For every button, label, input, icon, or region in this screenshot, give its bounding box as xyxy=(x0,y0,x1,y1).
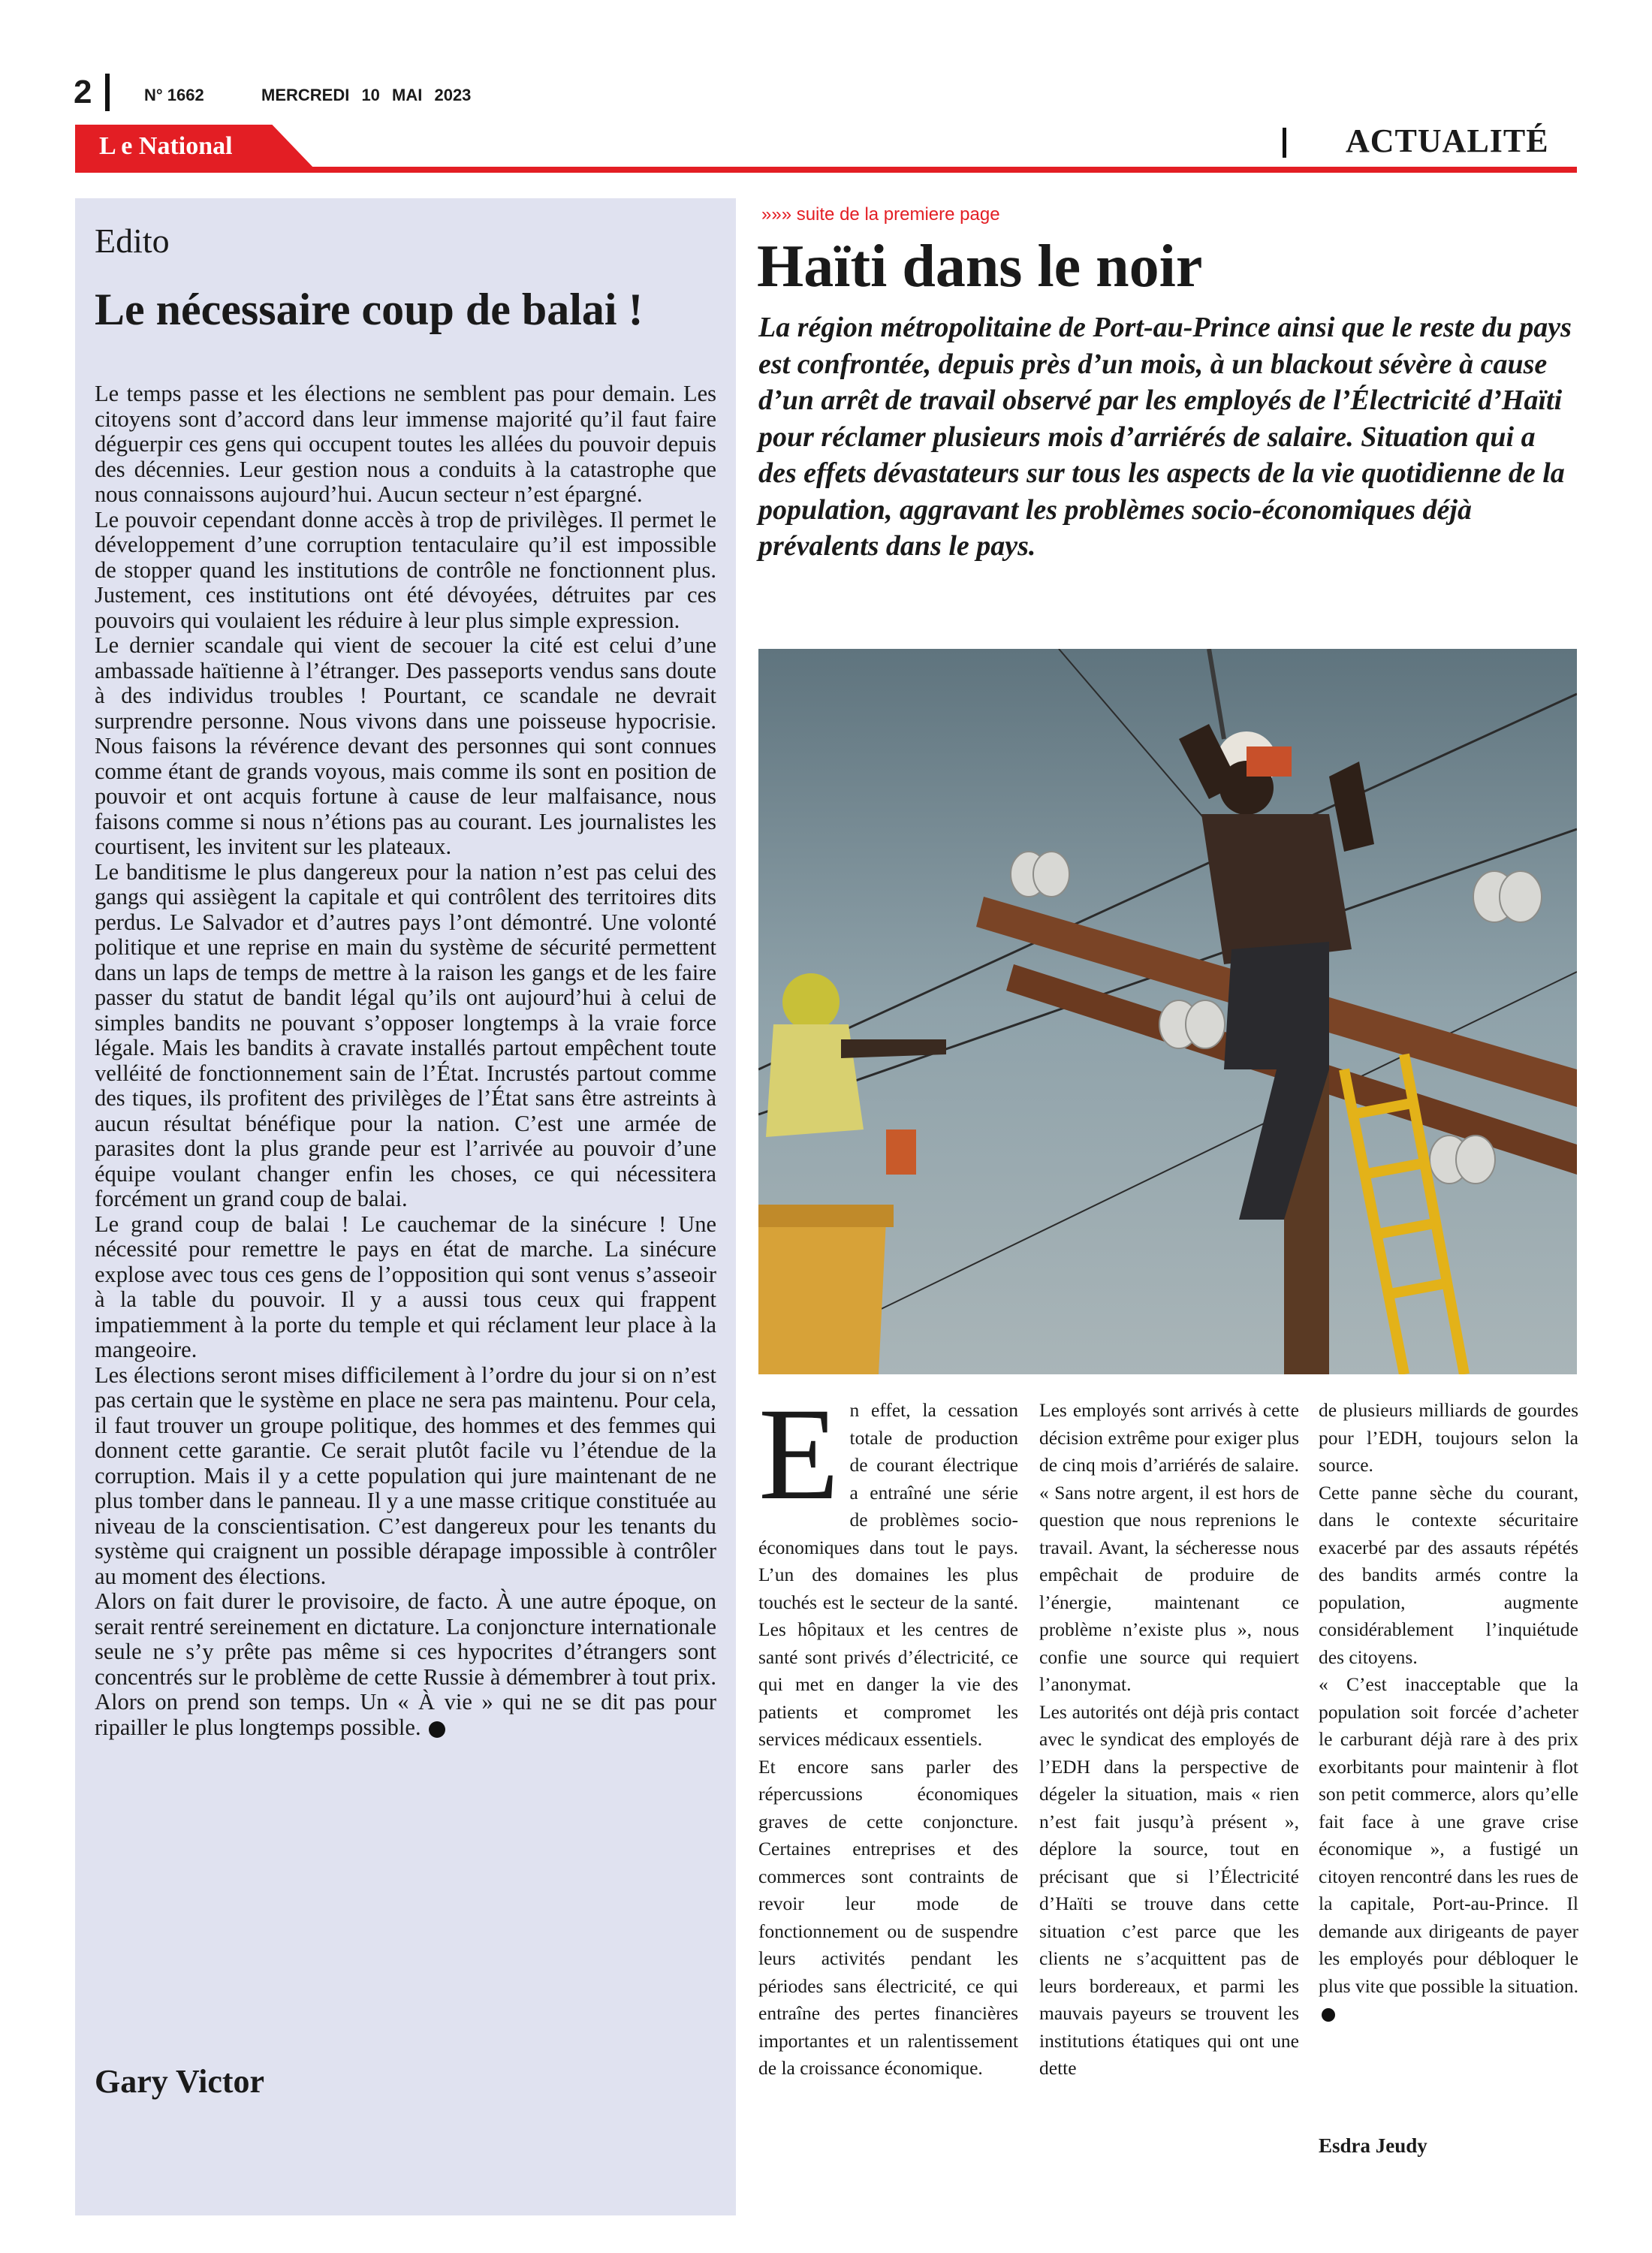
article-column-3 xyxy=(1319,1397,1578,2028)
issue-date: MERCREDI 10 MAI 2023 xyxy=(261,86,472,104)
edito-paragraph-text: Alors on fait durer le provisoire, de facto. À une autre époque, on serait rentré sereinement en dictature. La conjoncture internationale seule ne s’y prête pas même si ces hypocrites d’étrangers sont concentrés sur le problème de cette Russie à démembrer à tout prix. Alors on prend son temps. Un « À vie » qui ne se dit pas pour ripailler le plus longtemps possible. xyxy=(95,1588,716,1740)
article-paragraph: Les autorités ont déjà pris contact avec le syndicat des employés de l’EDH dans la perspective de dégeler la situation, mais « rien n’est fait jusqu’à présent », déplore la source, tout en précisant que si l’Électricité d’Haïti se trouve dans cette situation c’est parce que les clients ne s’acquittent pas de leurs bordereaux, et parmi les mauvais payeurs se trouvent les institutions étatiques qui ont une dette xyxy=(1039,1700,1299,2079)
article-photo xyxy=(758,649,1577,1374)
article-paragraph: Et encore sans parler des répercussions économiques graves de cette conjoncture. Certaines entreprises et des commerces sont contraints de revoir leur mode de fonctionnement ou de suspendre leurs activités pendant les périodes sans électricité, ce qui entraîne des pertes financières importantes et un ralentissement de la croissance économique. xyxy=(758,1755,1018,2079)
edito-body xyxy=(95,382,716,1740)
section-title: ACTUALITÉ xyxy=(1346,122,1549,159)
edito-paragraph: Le pouvoir cependant donne accès à trop de privilèges. Il permet le développement d’une corruption tentaculaire qu’il est impossible de stopper quand les institutions de contrôle ne fonctionnent plus. Justement, ces institutions ont été dévoyées, détruites par ces pouvoirs qui voulaient les réduire à leur plus simple expression. xyxy=(95,506,716,633)
edito-paragraph: Le temps passe et les élections ne semblent pas pour demain. Les citoyens sont d’accord dans leur immense majorité qu’il faut faire déguerpir ces gens qui occupent toutes les allées du pouvoir depuis des décennies. Leur gestion nous a conduits à la catastrophe que nous connaissons aujourd’hui. Aucun secteur n’est épargné. xyxy=(95,381,716,507)
section-divider xyxy=(1283,128,1286,158)
edito-paragraph: Le banditisme le plus dangereux pour la nation n’est pas celui des gangs qui assiègent la capitale et qui contrôlent des territoires dits perdus. Le Salvador et d’autres pays l’ont démontré. Une volonté politique et une reprise en main du système de sécurité permettent dans un laps de temps de mettre à la raison les gangs et de les faire passer du statut de bandit légal qu’ils ont aujourd’hui à celui de simples bandits ne pouvant s’opposer longtemps à la vraie force légale. Mais les bandits à cravate installés partout empêchent toute velléité de fonctionnement sain de l’État. Incrustés partout comme des tiques, ils profitent des privilèges de l’État sans être astreints à aucun résultat bénéfique pour la nation. C’est une armée de parasites dont la plus grande peur est l’arrivée au pouvoir d’une équipe voulant changer enfin les choses, ce qui nécessitera forcément un grand coup de balai. xyxy=(95,858,716,1211)
issue-number: N° 1662 xyxy=(144,86,204,104)
edito-paragraph: Les élections seront mises difficilement à l’ordre du jour si on n’est pas certain que le système en place ne sera pas maintenu. Pour cela, il faut trouver un groupe politique, des hommes et des femmes qui donnent cette garantie. Ce serait plutôt facile vu l’étendue de la corruption. Mais il y a cette population qui jure maintenant de ne plus tomber dans le panneau. Il y a une masse critique constituée au niveau de la conscientisation. C’est dangereux pour les tenants du système qui craignent un possible dérapage impossible à contrôler au moment des élections. xyxy=(95,1362,716,1589)
edito-paragraph: Le grand coup de balai ! Le cauchemar de la sinécure ! Une nécessité pour remettre le pays en état de marche. La sinécure explose avec tous ces gens de l’opposition qui sont venus s’asseoir à la table du pouvoir. Il y a aussi tous ceux qui frappent impatiemment à la porte du temple et qui réclament leur place à la mangeoire. xyxy=(95,1211,716,1362)
article-column-2 xyxy=(1039,1397,1299,2083)
end-mark-icon xyxy=(1322,2008,1335,2022)
article-column-1 xyxy=(758,1381,1018,2083)
article-paragraph: de plusieurs milliards de gourdes pour l’EDH, toujours selon la source. xyxy=(1319,1399,1578,1476)
page-number: 2 xyxy=(74,74,92,110)
article-title: Haïti dans le noir xyxy=(757,234,1203,300)
edito-kicker: Edito xyxy=(95,222,170,260)
article-text: « C’est inacceptable que la population soit forcée d’acheter le carburant déjà rare à des prix exorbitants pour maintenir à flot son petit commerce, alors qu’elle fait face à une grave crise économique », a fustigé un citoyen rencontré dans les rues de la capitale, Port-au-Prince. Il demande aux dirigeants de payer les employés pour débloquer le plus vite que possible la situation. xyxy=(1319,1673,1578,1997)
article-paragraph: Cette panne sèche du courant, dans le contexte sécuritaire exacerbé par des assauts répétés des bandits armés contre la population, augmente considérablement l’inquiétude des citoyens. xyxy=(1319,1481,1578,1668)
article-paragraph: Les employés sont arrivés à cette décision extrême pour exiger plus de cinq mois d’arriérés de salaire. « Sans notre argent, il est hors de question que nous reprenions le travail. Avant, la sécheresse nous empêchait de produire de l’énergie, maintenant ce problème n’existe plus », nous confie une source qui requiert l’anonymat. xyxy=(1039,1399,1299,1695)
end-mark-icon xyxy=(429,1721,445,1738)
edito-paragraph: Le dernier scandale qui vient de secouer la cité est celui d’une ambassade haïtienne à l’étranger. Des passeports vendus sans doute à des individus troubles ! Pourtant, ce scandale ne devrait surprendre personne. Nous vivons dans une poisseuse hypocrisie. Nous faisons la révérence devant des personnes qui sont connues comme étant de grands voyous, mais comme ils sont en position de pouvoir et ont acquis fortune à cause de leur malfaisance, nous faisons comme si nous n’étions pas au courant. Les journalistes les courtisent, les invitent sur les plateaux. xyxy=(95,632,716,859)
edito-paragraph-last xyxy=(95,1589,716,1740)
continued-kicker: »»» suite de la premiere page xyxy=(761,204,1000,225)
drop-cap: E xyxy=(758,1381,840,1528)
article-paragraph xyxy=(758,1381,1018,1754)
header-rule xyxy=(75,167,1577,173)
newspaper-logo: L e National xyxy=(99,132,233,160)
article-standfirst: La région métropolitaine de Port-au-Prince ainsi que le reste du pays est confrontée, depuis près d’un mois, à un blackout sévère à cause d’un arrêt de travail observé par les employés de l’Électricité d’Haïti pour réclamer plusieurs mois d’arriérés de salaire. Situation qui a des effets dévastateurs sur tous les aspects de la vie quotidienne de la population, aggravant les problèmes socio-économiques déjà prévalents dans le pays. xyxy=(758,312,1572,562)
article-paragraph-last xyxy=(1319,1671,1578,2028)
header-divider xyxy=(105,74,110,111)
edito-title: Le nécessaire coup de balai ! xyxy=(95,285,644,334)
edito-author: Gary Victor xyxy=(95,2063,265,2100)
article-text: n effet, la cessation totale de production de courant électrique a entraîné une série de problèmes socio-économiques dans tout le pays. L’un des domaines les plus touchés est le secteur de la santé. Les hôpitaux et les centres de santé sont privés d’électricité, ce qui met en danger la vie des patients et compromet les services médicaux essentiels. xyxy=(758,1399,1018,1750)
article-byline: Esdra Jeudy xyxy=(1319,2134,1427,2157)
